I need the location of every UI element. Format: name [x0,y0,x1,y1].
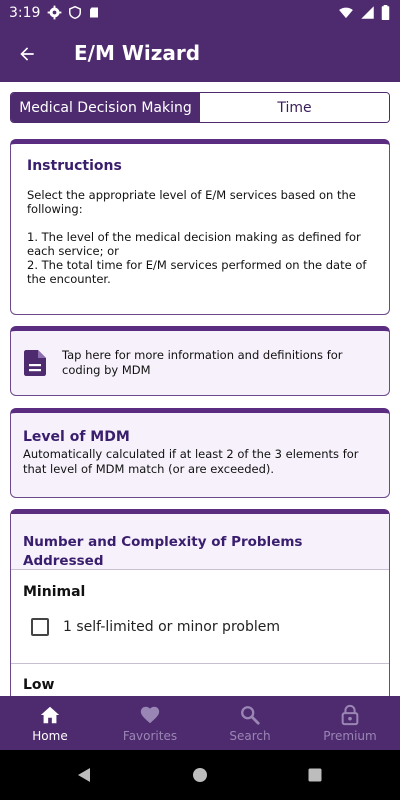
nav-home[interactable] [0,696,100,750]
settings-icon [47,5,62,20]
lock-icon [339,704,361,726]
document-icon [24,350,46,376]
tab-medical-decision-making[interactable]: Medical Decision Making [11,93,200,122]
nav-favorites-label: Favorites [122,728,178,743]
heart-icon [139,704,161,726]
page-title: E/M Wizard [74,41,201,65]
back-button[interactable] [12,39,42,69]
level-low-label: Low [23,677,55,693]
problems-card [10,509,390,709]
problems-header [11,514,389,570]
info-text: Tap here for more information and definitions for coding by MDM [62,348,343,377]
instructions-intro: Select the appropriate level of E/M services based on the following: [27,188,356,216]
sd-card-icon [88,5,100,20]
nav-favorites[interactable] [100,696,200,750]
instructions-title: Instructions [27,158,122,174]
home-circle-icon[interactable] [192,767,208,783]
battery-icon [381,5,390,20]
nav-search[interactable] [200,696,300,750]
level-of-mdm-title: Level of MDM [23,429,130,445]
divider [11,663,389,664]
arrow-back-icon [17,44,37,64]
checkbox[interactable] [31,618,49,636]
back-triangle-icon[interactable] [76,767,92,783]
recents-square-icon[interactable] [307,767,323,783]
level-of-mdm-description: Automatically calculated if at least 2 of the 3 elements for that level of MDM match (or are exceeded). [23,447,359,476]
nav-premium-label: Premium [323,728,377,743]
status-icons-left [47,5,100,20]
instructions-item-2: 2. The total time for E/M services performed on the date of the encounter. [27,258,367,286]
wifi-icon [338,5,354,20]
status-bar [0,0,400,26]
instructions-item-1: 1. The level of the medical decision making as defined for each service; or [27,230,361,258]
home-icon [39,704,61,726]
mdm-info-link[interactable] [10,326,390,396]
system-nav-bar [0,750,400,800]
problems-title: Number and Complexity of Problems Addressed [23,534,303,569]
level-minimal-label: Minimal [23,584,86,600]
nav-premium[interactable] [300,696,400,750]
option-minimal-problem[interactable] [31,618,280,636]
app-bar [0,26,400,82]
status-icons-right [338,5,390,20]
shield-icon [68,5,82,20]
bottom-nav [0,696,400,750]
status-time: 3:19 [9,5,41,21]
instructions-card [10,139,390,315]
option-label: 1 self-limited or minor problem [63,619,280,635]
signal-icon [360,5,375,20]
nav-search-label: Search [229,728,271,743]
search-icon [239,704,261,726]
level-of-mdm-card [10,408,390,498]
mode-tabs [10,92,390,123]
tab-time[interactable]: Time [200,93,389,122]
nav-home-label: Home [32,728,68,743]
